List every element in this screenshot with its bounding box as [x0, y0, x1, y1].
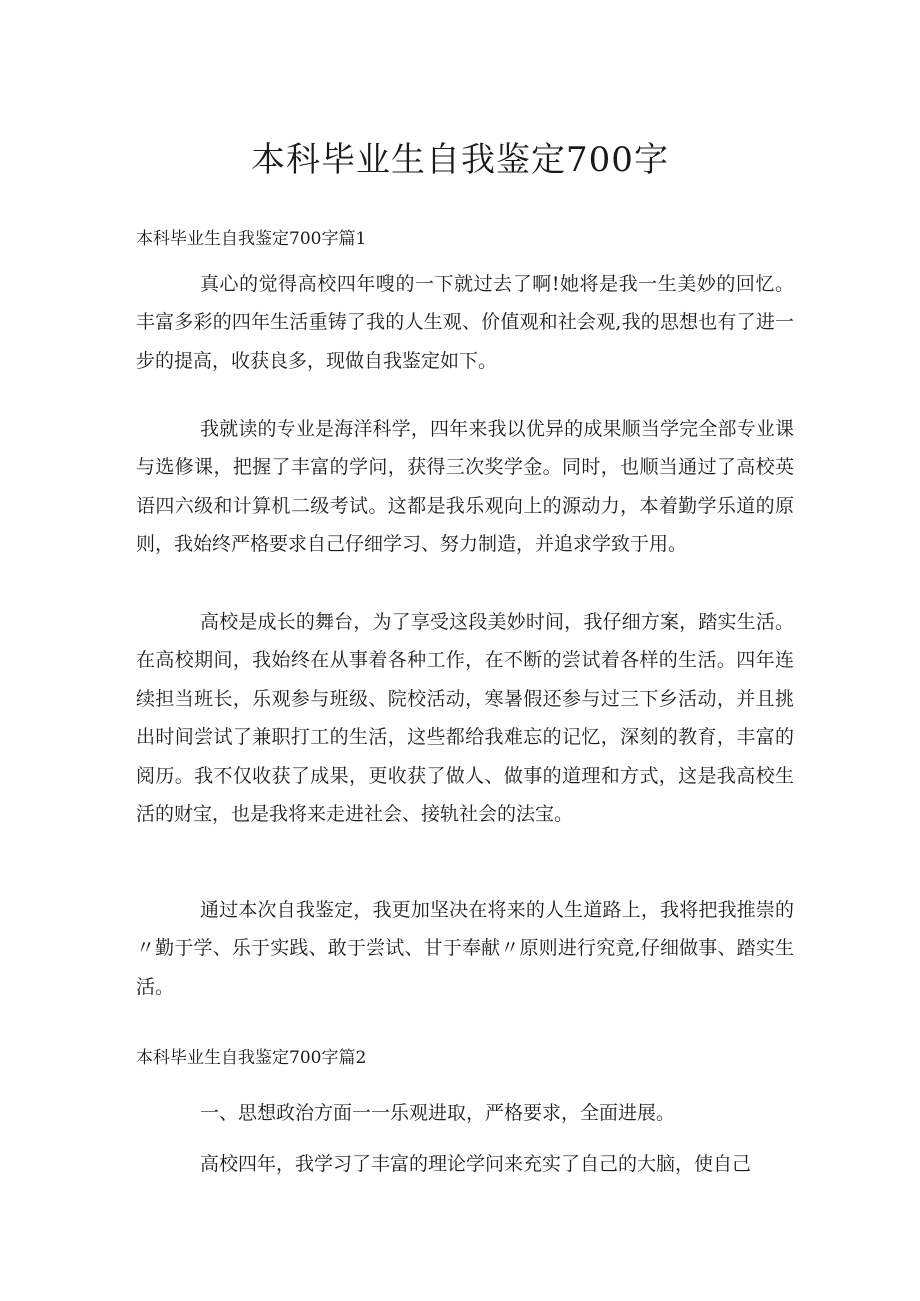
- paragraph: 真心的觉得高校四年嗖的一下就过去了啊!她将是我一生美妙的回忆。丰富多彩的四年生活重铸了我的人生观、价值观和社会观,我的思想也有了进一步的提高，收获良多，现做自我鉴定如下。: [136, 273, 794, 372]
- paragraph: 一、思想政治方面一一乐观进取，严格要求，全面进展。: [200, 1102, 676, 1124]
- paragraph: 高校四年，我学习了丰富的理论学问来充实了自己的大脑，使自己: [200, 1153, 752, 1175]
- paragraph: 我就读的专业是海洋科学，四年来我以优异的成果顺当学完全部专业课与选修课，把握了丰富的学问，获得三次奖学金。同时，也顺当通过了高校英语四六级和计算机二级考试。这都是我乐观向上的源动力，本着勤学乐道的原则，我始终严格要求自己仔细学习、努力制造，并追求学致于用。: [136, 418, 794, 556]
- section-heading-2: 本科毕业生自我鉴定700字篇2: [136, 1048, 367, 1068]
- paragraph: 通过本次自我鉴定，我更加坚决在将来的人生道路上，我将把我推崇的〃勤于学、乐于实践、敢于尝试、甘于奉献〃原则进行究竟,仔细做事、踏实生活。: [136, 899, 794, 998]
- section-heading-1: 本科毕业生自我鉴定700字篇1: [136, 229, 367, 249]
- document-title: 本科毕业生自我鉴定700字: [251, 140, 669, 180]
- paragraph: 高校是成长的舞台，为了享受这段美妙时间，我仔细方案，踏实生活。在高校期间，我始终在从事着各种工作，在不断的尝试着各样的生活。四年连续担当班长，乐观参与班级、院校活动，寒暑假还参与过三下乡活动，并且挑出时间尝试了兼职打工的生活，这些都给我难忘的记忆，深刻的教育，丰富的阅历。我不仅收获了成果，更收获了做人、做事的道理和方式，这是我高校生活的财宝，也是我将来走进社会、接轨社会的法宝。: [136, 611, 794, 826]
